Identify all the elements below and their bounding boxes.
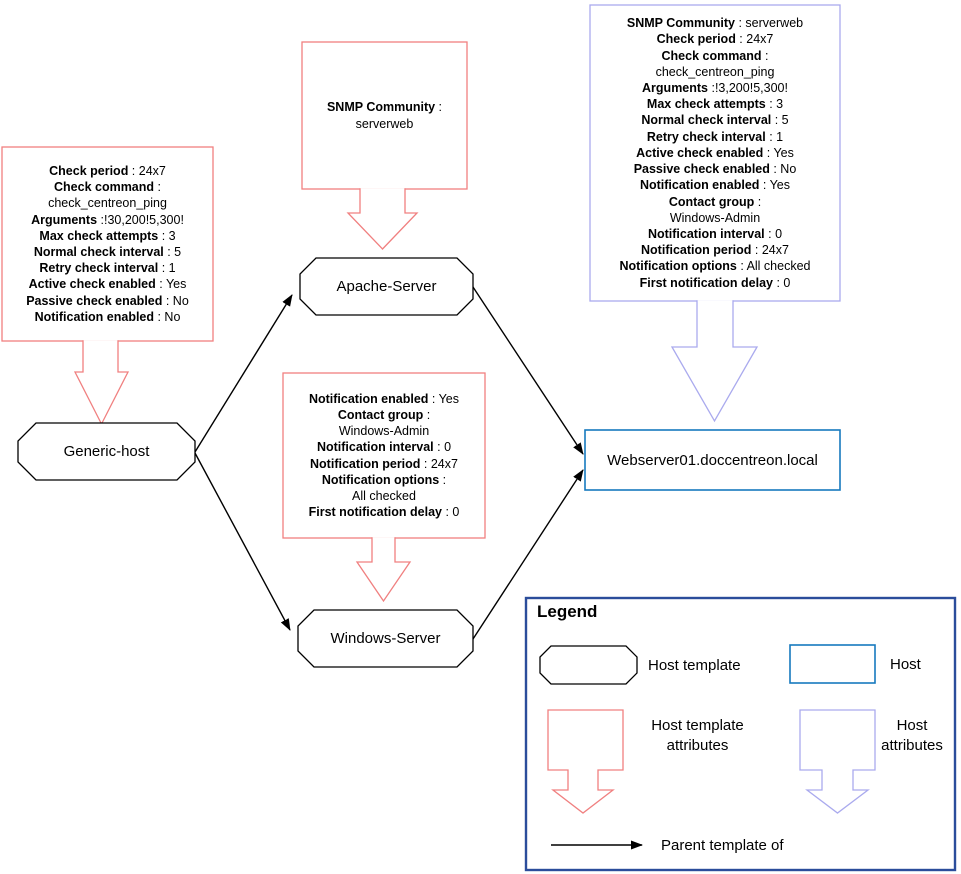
attribute-line: Check period : 24x7 <box>656 32 774 47</box>
attribute-line: Contact group : <box>337 407 431 422</box>
windows-server-node-label: Windows-Server <box>330 630 441 647</box>
attribute-line: Max check attempts : 3 <box>39 228 176 243</box>
attribute-line: Check period : 24x7 <box>49 163 166 178</box>
webserver-host-node-label: Webserver01.doccentreon.local <box>607 451 818 469</box>
connector-apache-to-webserver <box>473 287 583 454</box>
attribute-line: Max check attempts : 3 <box>646 97 784 112</box>
legend-host-shape <box>790 645 875 683</box>
attribute-line: check_centreon_ping <box>48 196 167 211</box>
attribute-line: Passive check enabled : No <box>26 293 189 308</box>
legend-host-attributes-label: Host attributes <box>881 717 943 754</box>
attribute-line: Notification enabled : Yes <box>639 178 791 193</box>
apache-server-node-label: Apache-Server <box>336 278 437 295</box>
attribute-line: Retry check interval : 1 <box>646 129 784 144</box>
attribute-line: Notification enabled : No <box>34 309 181 324</box>
attribute-line: Windows-Admin <box>669 210 761 225</box>
attribute-line: Notification interval : 0 <box>316 440 452 455</box>
legend-host-label: Host <box>890 655 921 673</box>
legend-host-template-shape <box>540 646 637 684</box>
attribute-line: Contact group : <box>668 194 762 209</box>
attribute-line: First notification delay : 0 <box>639 275 791 290</box>
attribute-line: check_centreon_ping <box>655 64 775 79</box>
attribute-line: SNMP Community : <box>326 100 443 115</box>
windows-notification-attributes-box <box>283 373 485 538</box>
webserver-host-attributes-arrow <box>672 300 757 421</box>
connector-generic-to-windows <box>195 453 290 630</box>
legend-parent-template-of-label: Parent template of <box>661 836 784 854</box>
attribute-line: Notification options : <box>321 472 447 487</box>
attribute-line: Check command : <box>661 48 769 63</box>
attribute-line: serverweb <box>355 116 414 131</box>
attribute-line: Notification interval : 0 <box>647 226 783 241</box>
attribute-line: Notification enabled : Yes <box>308 391 460 406</box>
apache-snmp-attributes-arrow <box>348 188 417 249</box>
generic-host-node-label: Generic-host <box>63 443 150 460</box>
generic-host-attributes-box <box>2 147 213 341</box>
attribute-line: Check command : <box>54 180 161 195</box>
webserver-host-attributes-box <box>590 5 840 301</box>
apache-snmp-attributes-box <box>302 42 467 189</box>
legend-title: Legend <box>537 602 598 621</box>
attribute-line: First notification delay : 0 <box>308 505 460 520</box>
legend-host-template-label: Host template <box>648 656 741 674</box>
attribute-line: Passive check enabled : No <box>633 162 797 177</box>
attribute-line: Notification options : All checked <box>619 259 811 274</box>
attribute-line: Normal check interval : 5 <box>641 113 789 128</box>
attribute-line: Arguments :!3,200!5,300! <box>642 81 788 96</box>
attribute-line: Active check enabled : Yes <box>636 145 794 160</box>
generic-host-attributes-arrow <box>75 340 128 424</box>
legend-host-template-attributes-label: Host template attributes <box>651 717 744 754</box>
attribute-line: Arguments :!30,200!5,300! <box>31 212 184 227</box>
attribute-line: Active check enabled : Yes <box>28 277 187 292</box>
windows-notification-attributes-arrow <box>357 537 410 601</box>
attribute-line: Notification period : 24x7 <box>641 243 789 258</box>
attribute-line: Retry check interval : 1 <box>39 261 176 276</box>
attribute-line: Normal check interval : 5 <box>33 245 182 259</box>
attribute-line: SNMP Community : serverweb <box>626 16 804 31</box>
attribute-line: Windows-Admin <box>338 424 430 439</box>
attribute-line: All checked <box>352 488 416 503</box>
attribute-line: Notification period : 24x7 <box>310 456 458 471</box>
